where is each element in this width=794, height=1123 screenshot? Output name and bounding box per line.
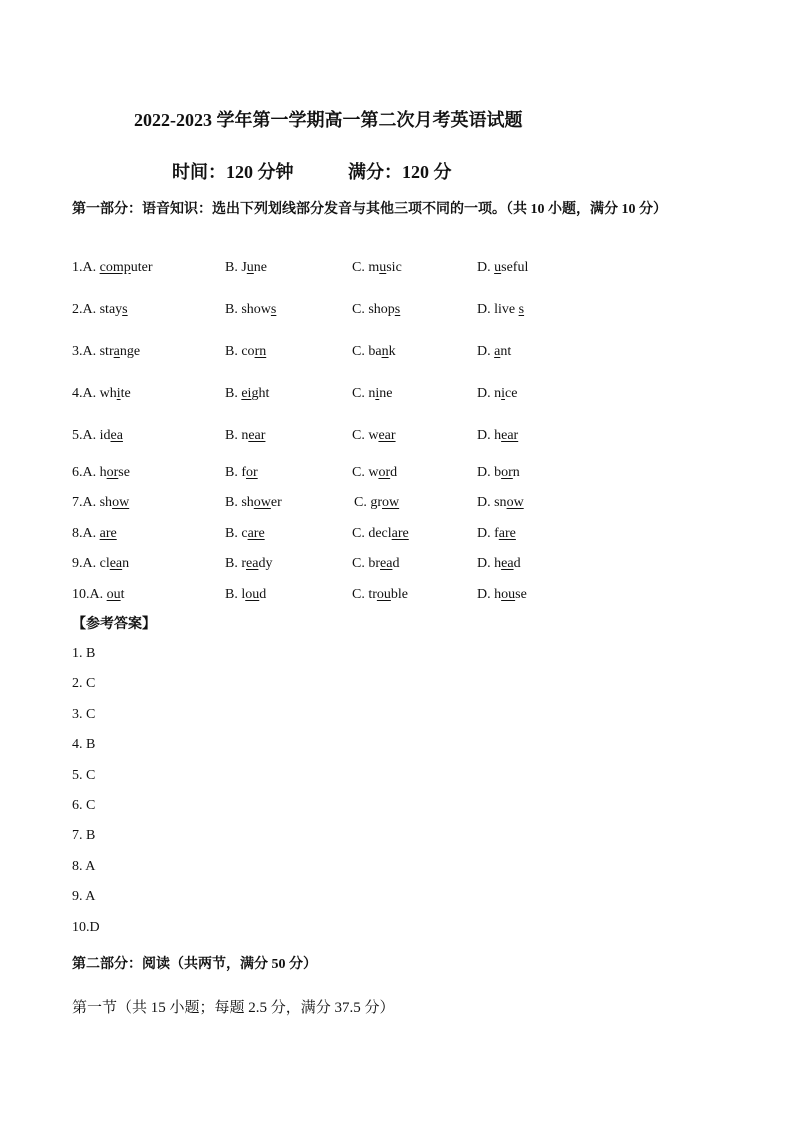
question-9-option-d: D. head — [477, 556, 521, 571]
underlined-part: ow — [112, 495, 130, 510]
answer-item: 5. C — [72, 767, 96, 783]
underlined-part: i — [501, 386, 506, 401]
underlined-part: s — [518, 302, 525, 317]
question-number: 7. — [72, 495, 83, 510]
section1-heading: 第一节（共 15 小题；每题 2.5 分，满分 37.5 分） — [72, 1000, 395, 1016]
question-10-option-d: D. house — [477, 587, 527, 602]
question-5-option-d: D. hear — [477, 428, 519, 443]
question-number: 9. — [72, 556, 83, 571]
question-5-option-c: C. wear — [352, 428, 396, 443]
question-3-option-a: 3.A. strange — [72, 344, 141, 359]
underlined-part: u — [379, 260, 387, 275]
question-10-option-a: 10.A. out — [72, 587, 125, 602]
underlined-part: ow — [506, 495, 524, 510]
question-4-option-a: 4.A. white — [72, 386, 131, 401]
question-5-option-a: 5.A. idea — [72, 428, 123, 443]
exam-title: 2022-2023 学年第一学期高一第二次月考英语试题 — [134, 110, 523, 130]
answer-item: 6. C — [72, 798, 96, 813]
underlined-part: or — [378, 465, 391, 480]
question-6-option-d: D. born — [477, 465, 520, 480]
exam-time: 时间：120 分钟 — [172, 162, 294, 182]
question-8-option-b: B. care — [225, 526, 265, 541]
question-7-option-c: C. grow — [354, 495, 400, 510]
underlined-part: ear — [248, 428, 266, 443]
question-2-option-b: B. shows — [225, 302, 277, 317]
question-1-option-a: 1.A. computer — [72, 260, 153, 275]
question-2-option-a: 2.A. stays — [72, 302, 128, 317]
question-3-option-b: B. corn — [225, 344, 267, 359]
underlined-part: ear — [378, 428, 396, 443]
question-7-option-d: D. snow — [477, 495, 524, 510]
question-9-option-b: B. ready — [225, 556, 273, 571]
question-9-option-a: 9.A. clean — [72, 556, 130, 571]
question-1-option-b: B. June — [225, 260, 268, 275]
answer-item: 10.D — [72, 919, 100, 935]
question-2-option-d: D. live s — [477, 302, 525, 317]
underlined-part: or — [106, 465, 119, 480]
underlined-part: or — [501, 465, 513, 480]
question-4-option-c: C. nine — [352, 386, 393, 401]
question-number: 8. — [72, 526, 83, 541]
underlined-part: are — [99, 526, 117, 541]
underlined-part: ow — [382, 495, 400, 510]
underlined-part: ear — [501, 428, 519, 443]
underlined-part: ea — [380, 556, 393, 571]
question-7-option-a: 7.A. show — [72, 495, 130, 510]
question-number: 1. — [72, 260, 83, 275]
underlined-part: s — [394, 302, 401, 317]
question-10-option-c: C. trouble — [352, 587, 408, 602]
question-9-option-c: C. bread — [352, 556, 400, 571]
underlined-part: n — [381, 344, 389, 359]
underlined-part: ea — [501, 556, 514, 571]
question-number: 10. — [72, 587, 90, 602]
underlined-part: a — [113, 344, 120, 359]
question-4-option-b: B. eight — [225, 386, 270, 401]
question-5-option-b: B. near — [225, 428, 266, 443]
answer-item: 7. B — [72, 828, 96, 844]
question-number: 5. — [72, 428, 83, 443]
question-6-option-b: B. for — [225, 465, 258, 480]
question-7-option-b: B. shower — [225, 495, 282, 510]
question-3-option-c: C. bank — [352, 344, 396, 359]
underlined-part: ea — [246, 556, 259, 571]
answer-item: 1. B — [72, 646, 96, 661]
question-2-option-c: C. shops — [352, 302, 401, 317]
underlined-part: are — [498, 526, 516, 541]
question-8-option-c: C. declare — [352, 526, 409, 541]
question-10-option-b: B. loud — [225, 587, 267, 602]
part2-heading: 第二部分：阅读（共两节，满分 50 分） — [72, 957, 317, 972]
question-number: 3. — [72, 344, 83, 359]
underlined-part: ou — [106, 587, 121, 602]
question-1-option-d: D. useful — [477, 260, 529, 275]
underlined-part: ea — [109, 556, 123, 571]
answer-item: 4. B — [72, 737, 96, 753]
answer-item: 3. C — [72, 706, 96, 722]
underlined-part: i — [375, 386, 380, 401]
question-number: 2. — [72, 302, 83, 317]
answer-item: 2. C — [72, 676, 96, 692]
answer-item: 9. A — [72, 889, 96, 905]
underlined-part: ou — [376, 587, 391, 602]
question-6-option-c: C. word — [352, 465, 398, 480]
answer-heading: 【参考答案】 — [72, 617, 156, 632]
exam-full-score: 满分：120 分 — [348, 162, 452, 182]
question-8-option-a: 8.A. are — [72, 526, 117, 541]
underlined-part: ow — [253, 495, 271, 510]
underlined-part: a — [494, 344, 501, 359]
part1-heading: 第一部分：语音知识：选出下列划线部分发音与其他三项不同的一项。（共 10 小题，满分 10 分） — [72, 202, 667, 217]
underlined-part: s — [122, 302, 128, 317]
question-6-option-a: 6.A. horse — [72, 465, 130, 480]
underlined-part: u — [494, 260, 502, 275]
question-number: 4. — [72, 386, 83, 401]
answer-item: 8. A — [72, 858, 96, 874]
question-1-option-c: C. music — [352, 260, 402, 275]
underlined-part: ea — [110, 428, 123, 443]
underlined-part: rn — [254, 344, 267, 359]
underlined-part: s — [270, 302, 277, 317]
underlined-part: u — [246, 260, 254, 275]
underlined-part: ou — [245, 587, 260, 602]
question-3-option-d: D. ant — [477, 344, 512, 359]
question-number: 6. — [72, 465, 83, 480]
underlined-part: comp — [99, 260, 131, 275]
underlined-part: or — [246, 465, 258, 480]
underlined-part: are — [391, 526, 409, 541]
underlined-part: ou — [501, 587, 516, 602]
underlined-part: are — [247, 526, 265, 541]
underlined-part: i — [116, 386, 121, 401]
underlined-part: ei — [241, 386, 252, 401]
question-4-option-d: D. nice — [477, 386, 518, 401]
question-8-option-d: D. fare — [477, 526, 516, 541]
